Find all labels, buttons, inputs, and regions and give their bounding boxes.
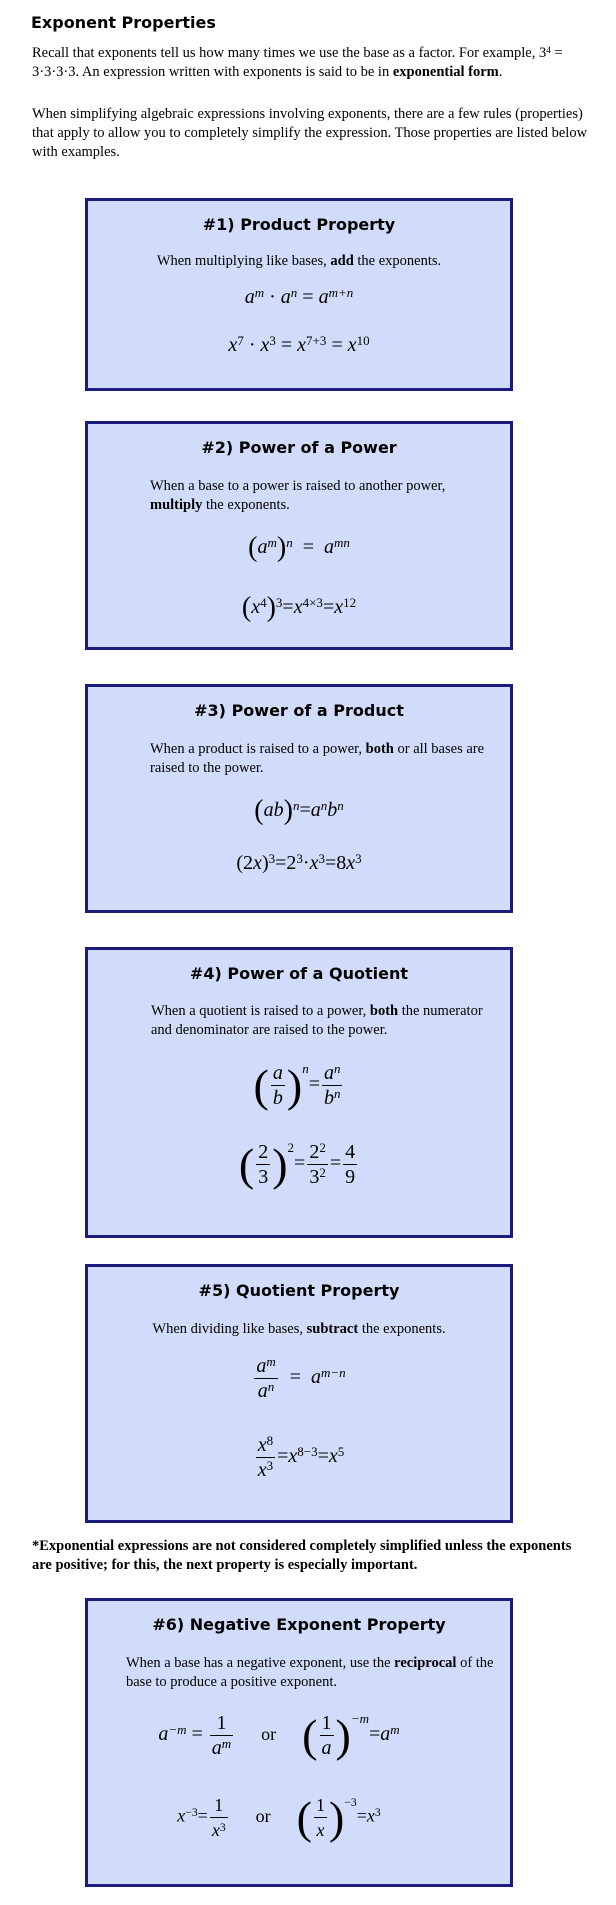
quotient-rule-formula: $\frac{a^m}{a^n}$ = $a^{m-n}$ — [256, 1354, 346, 1402]
box-title: #4) Power of a Quotient — [189, 964, 409, 983]
page-title: Exponent Properties — [31, 13, 216, 32]
box-title: #1) Product Property — [202, 215, 396, 234]
quotient-property-box — [85, 1264, 513, 1523]
product-rule-formula: $a^m \cdot a^n = a^{m+n}$ — [244, 285, 354, 308]
power-of-a-power-box — [85, 421, 513, 650]
intro-text: Recall that exponents tell us how many times we use the base as a factor. For example, — [32, 45, 536, 61]
box-description: When dividing like bases, subtract the exponents. — [152, 1321, 446, 1337]
simplification-note: *Exponential expressions are not considered completely simplified unless the exponents are positive; for this, the next property is especially important. — [32, 1538, 572, 1573]
intro-paragraph-2: When simplifying algebraic expressions involving exponents, there are a few rules (properties) that apply to allow you to completely simplify the expression. Those properties are listed below with examples. — [32, 106, 588, 160]
box-description: When multiplying like bases, add the exponents. — [156, 253, 442, 269]
power-of-product-example: $(2x)^3=2^3\cdot x^3=8x^3$ — [236, 851, 362, 874]
power-of-power-example: $(x^4)^3=x^{4\times 3}=x^{12}$ — [241, 592, 357, 623]
power-of-a-quotient-box — [85, 947, 513, 1238]
or-label: or — [255, 1805, 271, 1826]
box-description: When a base has a negative exponent, use the reciprocal of the base to produce a positive exponent. — [126, 1655, 494, 1690]
power-of-power-formula: $(a^m)^n = a^{mn}$ — [248, 532, 350, 563]
box-description: When a base to a power is raised to another power, multiply the exponents. — [150, 478, 446, 513]
box-description: When a quotient is raised to a power, both the numerator and denominator are raised to the power. — [151, 1003, 483, 1038]
negative-exponent-example: $x^{-3}=$ $\frac{1}{x^3}$ or ( $\frac{1}{x}$ )$^{-3}=x^3$ — [177, 1792, 381, 1843]
product-property-box — [85, 198, 513, 391]
intro-text-rest: = 3·3·3·3. An expression written with exponents is said to be in — [32, 45, 563, 80]
box-description: When a product is raised to a power, both or all bases are raised to the power. — [150, 741, 485, 776]
or-label: or — [261, 1724, 277, 1745]
box-title: #3) Power of a Product — [194, 701, 404, 720]
intro-bold-term: exponential form — [392, 64, 499, 80]
example-power: $3^4$ — [538, 45, 551, 61]
power-of-quotient-example: ( $\frac{2}{3}$ )$^2$= $\frac{2^2}{3^2}$ = $\frac{4}{9}$ — [238, 1139, 356, 1190]
power-of-product-formula: $(ab)^n=a^nb^n$ — [254, 795, 344, 826]
power-of-quotient-formula: ( $\frac{a}{b}$ )$^n$= $\frac{a^n}{b^n}$ — [253, 1060, 341, 1111]
box-title: #5) Quotient Property — [198, 1281, 400, 1300]
intro-paragraph-1: Recall that exponents tell us how many times we use the base as a factor. For example, $3^4 = 3\cdot 3\cdot 3\cdot 3$. An expression written with exponents is said to be in exponential form. — [32, 45, 563, 80]
negative-exponent-property-box — [85, 1598, 513, 1887]
quotient-rule-example: $\frac{x^8}{x^3}$ $=x^{8-3}=x^5$ — [257, 1433, 345, 1481]
box-title: #6) Negative Exponent Property — [152, 1615, 446, 1634]
box-title: #2) Power of a Power — [201, 438, 397, 457]
power-of-a-product-box — [85, 684, 513, 913]
negative-exponent-formula: $a^{-m}$ = $\frac{1}{a^m}$ or ( $\frac{1}{a}$ )$^{-m}=a^m$ — [158, 1710, 400, 1761]
product-rule-example: $x^7 \cdot x^3 = x^{7+3} = x^{10}$ — [228, 333, 370, 356]
